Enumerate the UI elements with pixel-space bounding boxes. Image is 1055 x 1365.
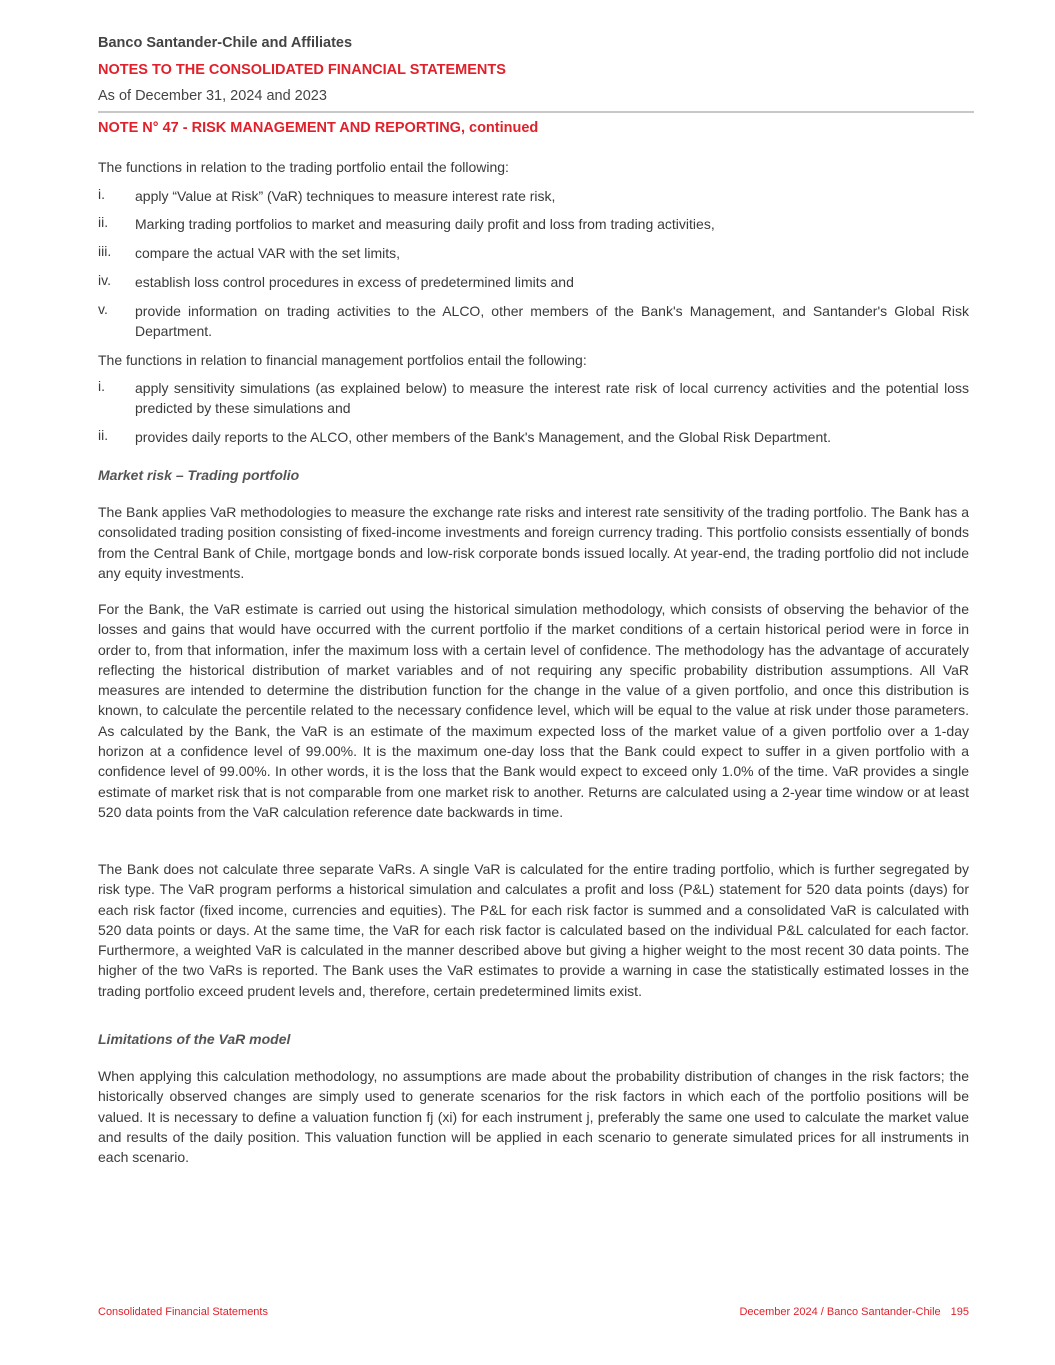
list-item bbox=[98, 272, 969, 292]
section-title: NOTES TO THE CONSOLIDATED FINANCIAL STATEMENTS bbox=[98, 62, 506, 78]
paragraph: The Bank does not calculate three separate VaRs. A single VaR is calculated for the entire trading portfolio, which is further segregated by risk type. The VaR program performs a historical simulation and calculates a profit and loss (P&L) statement for 520 data points (days) for each risk factor (fixed income, currencies and equities). The P&L for each risk factor is summed and a consolidated VaR is calculated with 520 data points or days. At the same time, the VaR for each risk factor is calculated based on the individual P&L calculated for each factor. Furthermore, a weighted VaR is calculated in the manner described above but giving a higher weight to the most recent 30 data points. The higher of the two VaRs is reported. The Bank uses the VaR estimates to provide a warning in case the statistically estimated losses in the trading portfolio exceed prudent levels and, therefore, certain predetermined limits exist. bbox=[98, 861, 969, 999]
header-divider bbox=[98, 111, 974, 113]
list-item bbox=[98, 186, 969, 206]
list-number: i. bbox=[98, 378, 105, 394]
list-number: ii. bbox=[98, 427, 109, 443]
list-text: provides daily reports to the ALCO, other members of the Bank's Management, and the Global Risk Department. bbox=[135, 429, 832, 445]
intro-trading: The functions in relation to the trading portfolio entail the following: bbox=[98, 159, 509, 175]
list-number: v. bbox=[98, 301, 108, 317]
note-title: NOTE N° 47 - RISK MANAGEMENT AND REPORTING, continued bbox=[98, 120, 539, 136]
list-text: apply “Value at Risk” (VaR) techniques to measure interest rate risk, bbox=[135, 188, 556, 204]
list-item bbox=[98, 214, 969, 234]
list-number: i. bbox=[98, 186, 105, 202]
footer-right bbox=[739, 1306, 969, 1318]
footer-source: December 2024 / Banco Santander-Chile bbox=[739, 1306, 941, 1318]
paragraph: When applying this calculation methodology, no assumptions are made about the probability distribution of changes in the risk factors; the historically observed changes are simply used to generate scenarios for the risk factors in which each of the portfolio positions will be valued. It is necessary to define a valuation function fj (xi) for each instrument j, preferably the same one used to calculate the market value and results of the daily position. This valuation function will be applied in each scenario to generate simulated prices for all instruments in each scenario. bbox=[98, 1068, 969, 1166]
list-item bbox=[98, 378, 969, 419]
list-item bbox=[98, 243, 969, 263]
footer-left: Consolidated Financial Statements bbox=[98, 1306, 268, 1318]
heading-var-limitations: Limitations of the VaR model bbox=[98, 1031, 291, 1047]
paragraph: The Bank applies VaR methodologies to measure the exchange rate risks and interest rate sensitivity of the trading portfolio. The Bank has a consolidated trading position consisting of fixed-income investments and foreign currency trading. This portfolio consists essentially of bonds from the Central Bank of Chile, mortgage bonds and low-risk corporate bonds issued locally. At year-end, the trading portfolio did not include any equity investments. bbox=[98, 504, 969, 581]
list-number: ii. bbox=[98, 214, 109, 230]
list-number: iv. bbox=[98, 272, 111, 288]
intro-financial: The functions in relation to financial management portfolios entail the following: bbox=[98, 352, 587, 368]
list-number: iii. bbox=[98, 243, 112, 259]
page-number: 195 bbox=[950, 1306, 969, 1318]
list-item bbox=[98, 301, 969, 342]
heading-market-risk: Market risk – Trading portfolio bbox=[98, 467, 300, 483]
paragraph: For the Bank, the VaR estimate is carried out using the historical simulation methodology, which consists of observing the behavior of the losses and gains that would have occurred with the current portfolio if the market conditions of a certain historical period were in force in order to, from that information, infer the maximum loss with a certain level of confidence. The methodology has the advantage of accurately reflecting the historical distribution of market variables and of not requiring any specific probability distribution assumptions. All VaR measures are intended to determine the distribution function for the change in the value of a given portfolio, and once this distribution is known, to calculate the percentile related to the necessary confidence level, which will be equal to the value at risk under those parameters. As calculated by the Bank, the VaR is an estimate of the maximum expected loss of the market value of a given portfolio over a 1-day horizon at a confidence level of 99.00%. It is the maximum one-day loss that the Bank could expect to suffer in a given portfolio with a confidence level of 99.00%. In other words, it is the loss that the Bank would expect to exceed only 1.0% of the time. VaR provides a single estimate of market risk that is not comparable from one market risk to another. Returns are calculated using a 2-year time window or at least 520 data points from the VaR calculation reference date backwards in time. bbox=[98, 601, 969, 820]
list-text: provide information on trading activities to the ALCO, other members of the Bank's Management, and Santander's Global Risk Department. bbox=[135, 303, 969, 340]
list-item bbox=[98, 427, 969, 447]
company-name: Banco Santander-Chile and Affiliates bbox=[98, 35, 353, 51]
list-text: establish loss control procedures in excess of predetermined limits and bbox=[135, 274, 574, 290]
report-date: As of December 31, 2024 and 2023 bbox=[98, 88, 327, 104]
list-text: compare the actual VAR with the set limits, bbox=[135, 245, 401, 261]
list-text: Marking trading portfolios to market and measuring daily profit and loss from trading activities, bbox=[135, 216, 715, 232]
list-text: apply sensitivity simulations (as explained below) to measure the interest rate risk of local currency activities and the potential loss predicted by these simulations and bbox=[135, 380, 969, 417]
